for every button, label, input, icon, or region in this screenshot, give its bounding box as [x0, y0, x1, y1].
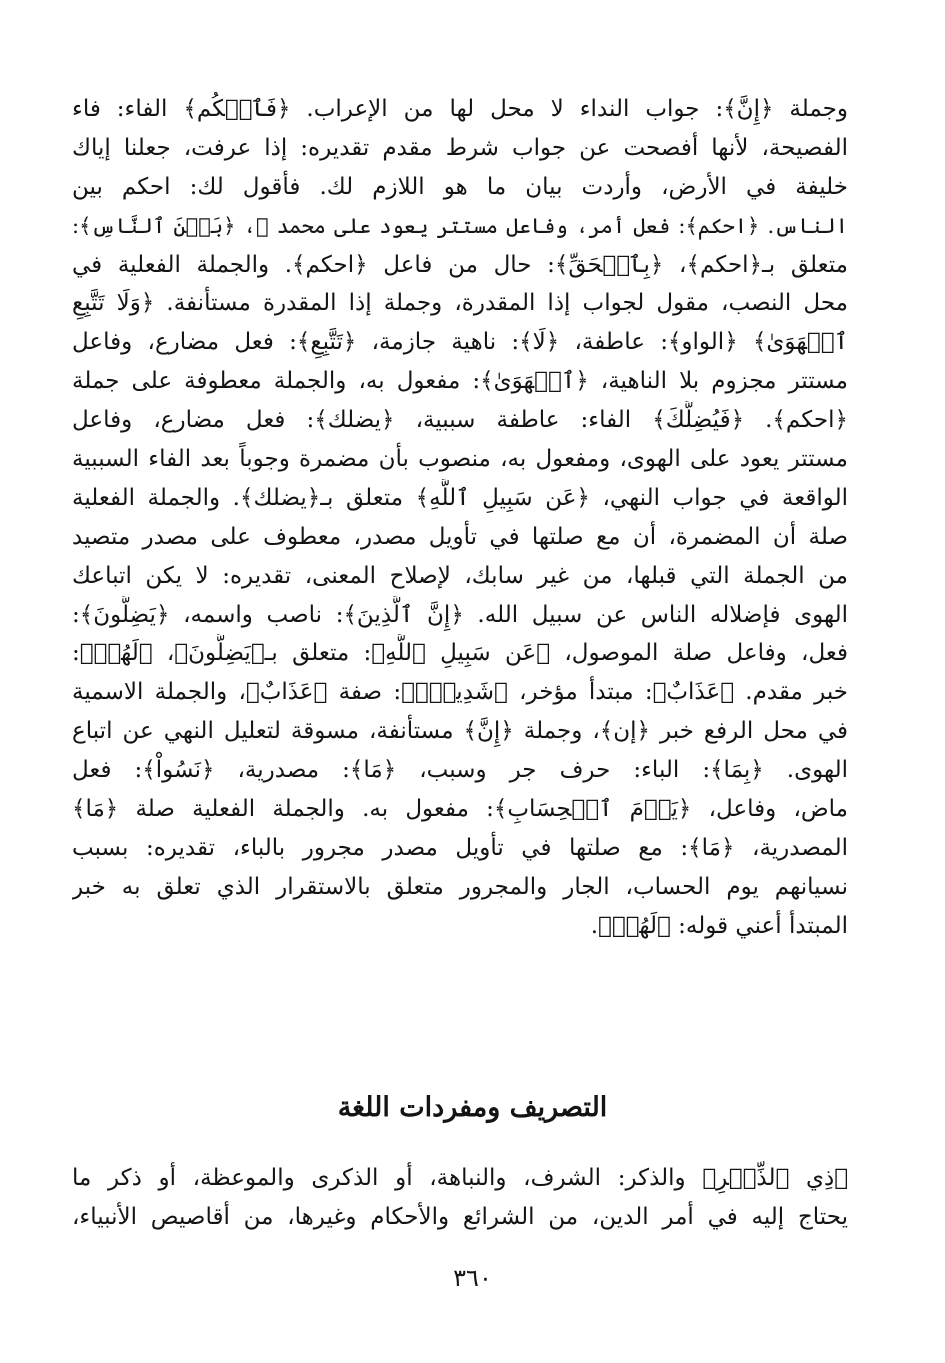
text-line: خبر مقدم. ﴿عَذَابٌ﴾: مبتدأ مؤخر، ﴿شَدِيدُۢ﴾: صفة ﴿عَذَابٌ﴾، والجملة الاسمية	[72, 679, 848, 706]
text-line: الهوى فإضلاله الناس عن سبيل الله. ﴿إِنَّ ٱلَّذِينَ﴾: ناصب واسمه، ﴿يَضِلُّونَ﴾:	[72, 601, 848, 628]
vocabulary-paragraph	[72, 1159, 848, 1237]
text-line: ماض، وفاعل، ﴿يَوۡمَ ٱلۡحِسَابِ﴾: مفعول به. والجملة الفعلية صلة ﴿مَا﴾	[72, 796, 848, 823]
text-line: المبتدأ أعني قوله: ﴿لَهُمۡ﴾.	[590, 912, 848, 939]
text-line: يحتاج إليه في أمر الدين، من الشرائع والأحكام وغيرها، من أقاصيص الأنبياء،	[72, 1203, 848, 1230]
page-number: ٣٦٠	[453, 1264, 492, 1292]
text-line: مستتر مجزوم بلا الناهية، ﴿ٱلۡهَوَىٰ﴾: مفعول به، والجملة معطوفة على جملة	[72, 368, 848, 395]
text-line: ﴿احكم﴾. ﴿فَيُضِلَّكَ﴾ الفاء: عاطفة سببية، ﴿يضلك﴾: فعل مضارع، وفاعل	[72, 407, 848, 434]
text-line: محل النصب، مقول لجواب إذا المقدرة، وجملة إذا المقدرة مستأنفة. ﴿وَلَا تَتَّبِعِ	[72, 290, 848, 317]
text-line: نسيانهم يوم الحساب، الجار والمجرور متعلق بالاستقرار الذي تعلق به خبر	[72, 873, 848, 900]
text-line: خليفة في الأرض، وأردت بيان ما هو اللازم لك. فأقول لك: احكم بين	[72, 173, 848, 200]
text-line: فعل، وفاعل صلة الموصول، ﴿عَن سَبِيلِ ٱللَّهِ﴾: متعلق بـ﴿يَضِلُّونَ﴾، ﴿لَهُمۡ﴾:	[72, 640, 848, 667]
text-line: الواقعة في جواب النهي، ﴿عَن سَبِيلِ ٱللَّهِ﴾ متعلق بـ﴿يضلك﴾. والجملة الفعلية	[72, 484, 848, 511]
text-line: في محل الرفع خبر ﴿إن﴾، وجملة ﴿إِنَّ﴾ مستأنفة، مسوقة لتعليل النهي عن اتباع	[72, 718, 848, 745]
text-line: الهوى. ﴿بِمَا﴾: الباء: حرف جر وسبب، ﴿مَا﴾: مصدرية، ﴿نَسُواْ﴾: فعل	[72, 757, 848, 784]
text-line: صلة أن المضمرة، أن مع صلتها في تأويل مصدر، معطوف على مصدر متصيد	[72, 523, 848, 550]
text-line: المصدرية، ﴿مَا﴾: مع صلتها في تأويل مصدر مجرور بالباء، تقديره: بسبب	[72, 834, 848, 861]
text-line: ﴿ذِي ٱلذِّكۡرِ﴾ والذكر: الشرف، والنباهة، أو الذكرى والموعظة، أو ذكر ما	[72, 1165, 848, 1191]
text-line: من الجملة التي قبلها، من غير سابك، لإصلاح المعنى، تقديره: لا يكن اتباعك	[72, 562, 848, 589]
text-line: ٱلۡهَوَىٰ﴾ ﴿الواو﴾: عاطفة، ﴿لَا﴾: ناهية جازمة، ﴿تَتَّبِعِ﴾: فعل مضارع، وفاعل	[72, 329, 848, 356]
text-line: وجملة ﴿إِنَّ﴾: جواب النداء لا محل لها من الإعراب. ﴿فَٱحۡكُم﴾ الفاء: فاء	[72, 96, 848, 122]
text-line: الفصيحة، لأنها أفصحت عن جواب شرط مقدم تقديره: إذا عرفت، جعلنا إياك	[72, 134, 848, 161]
text-line: مستتر يعود على الهوى، ومفعول به، منصوب بأن مضمرة وجوباً بعد الفاء السببية	[72, 446, 848, 473]
commentary-paragraph	[72, 90, 848, 946]
text-line: الناس. ﴿احكم﴾: فعل أمر، وفاعل مستتر يعود على محمد ﷺ، ﴿بَيۡنَ ٱلنَّاسِ﴾:	[72, 213, 848, 238]
text-line: متعلق بـ﴿احكم﴾، ﴿بِٱلۡحَقِّ﴾: حال من فاعل ﴿احكم﴾. والجملة الفعلية في	[72, 251, 848, 278]
section-heading: التصريف ومفردات اللغة	[337, 1092, 608, 1123]
